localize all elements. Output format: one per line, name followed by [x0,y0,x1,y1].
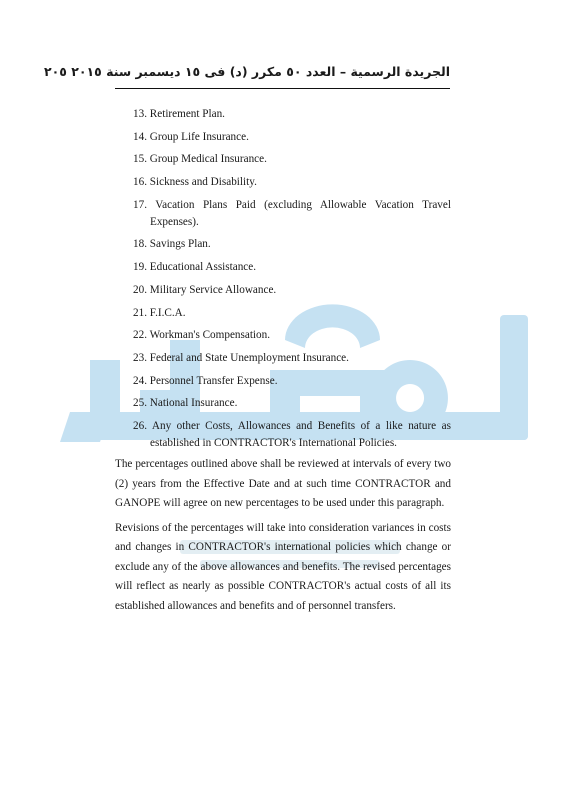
list-item-number: 20. [133,283,147,296]
body-paragraphs [115,455,451,621]
list-item-text: Savings Plan. [149,238,211,251]
gazette-header [44,64,450,86]
list-item [133,129,451,146]
list-item-number: 15. [133,153,147,166]
list-item-text: Military Service Allowance. [149,283,277,296]
list-item [133,350,451,367]
list-item [133,327,451,344]
list-item [133,174,451,191]
list-item-text: Workman's Compensation. [149,329,271,342]
list-item-text: National Insurance. [149,397,238,410]
list-item [133,373,451,390]
list-item-text: Vacation Plans Paid (excluding Allowable Vacation Travel Expenses). [150,198,451,228]
header-rule [115,88,450,89]
list-item [133,106,451,123]
list-item [133,418,451,452]
list-item [133,236,451,253]
list-item-number: 21. [133,306,147,319]
list-item-text: Sickness and Disability. [149,176,257,189]
list-item-number: 23. [133,351,147,364]
list-item-number: 25. [133,397,147,410]
list-item-text: Educational Assistance. [149,261,257,274]
list-item-number: 14. [133,130,147,143]
list-item-number: 22. [133,329,147,342]
list-item-text: Group Life Insurance. [149,130,249,143]
list-item-number: 18. [133,238,147,251]
header-text: الجريدة الرسمية – العدد ٥٠ مكرر (د) فى ١٥ ديسمبر سنة ٢٠١٥ ٢٠٥ [44,64,450,79]
list-item-text: Retirement Plan. [149,108,225,120]
paragraph-revisions: Revisions of the percentages will take into consideration variances in costs and changes in CONTRACTOR's international policies which change or exclude any of the above allowances and benefits. The revised percentages will reflect as nearly as possible CONTRACTOR's actual costs of all its established allowances and benefits and of personnel transfers. [115,521,451,612]
list-item-number: 19. [133,261,147,274]
list-item-number: 16. [133,176,147,189]
list-item-text: Any other Costs, Allowances and Benefits of a like nature as established in CONTRACTOR's International Policies. [150,419,451,449]
list-item-text: Federal and State Unemployment Insurance. [149,351,349,364]
list-item-text: F.I.C.A. [149,306,186,319]
list-item [133,151,451,168]
list-item [133,197,451,231]
list-item [133,305,451,322]
list-item-text: Personnel Transfer Expense. [149,374,278,387]
paragraph-review: The percentages outlined above shall be reviewed at intervals of every two (2) years from the Effective Date and at such time CONTRACTOR and GANOPE will agree on new percentages to be used under this paragraph. [115,458,451,509]
list-item [133,259,451,276]
list-item [133,395,451,412]
list-item-number: 17. [133,198,147,211]
list-item-number: 26. [133,419,147,432]
list-item-text: Group Medical Insurance. [149,153,267,166]
list-item-number: 13. [133,108,147,120]
benefits-list [133,106,451,458]
list-item-number: 24. [133,374,147,387]
list-item [133,282,451,299]
